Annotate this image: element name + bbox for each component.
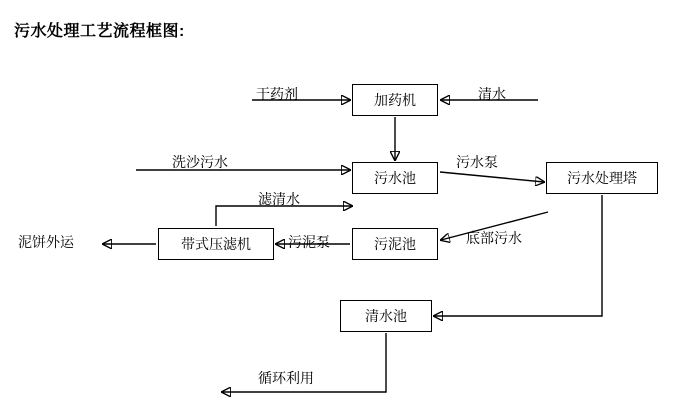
edge-label-filtrate-water: 滤清水: [258, 191, 300, 207]
node-sludge-pool[interactable]: [352, 228, 438, 260]
node-clear-water-pool-label: 清水池: [365, 308, 407, 324]
node-sewage-pool-label: 污水池: [374, 170, 416, 186]
edge-label-clean-water: 清水: [478, 86, 506, 102]
edge-label-recycle-use: 循环利用: [258, 370, 314, 386]
node-sludge-pool-label: 污泥池: [374, 236, 416, 252]
edge-label-mud-cake-transport: 泥饼外运: [18, 234, 74, 250]
page-title: 污水处理工艺流程框图:: [14, 23, 185, 40]
node-dosing-machine[interactable]: [352, 84, 438, 116]
edge-press-to-sewage-pool: [216, 206, 352, 226]
edge-label-sand-washing-sewage: 洗沙污水: [172, 154, 228, 170]
node-dosing-machine-label: 加药机: [374, 92, 416, 108]
edge-tower-to-clear-pool: [434, 195, 602, 316]
edge-sewage-pool-to-tower: [440, 172, 544, 182]
edge-label-sludge-pump: 污泥泵: [288, 234, 330, 250]
node-belt-filter-press[interactable]: [158, 228, 274, 260]
edge-label-sewage-pump: 污水泵: [456, 154, 498, 170]
node-clear-water-pool[interactable]: [340, 300, 432, 332]
node-treatment-tower[interactable]: [546, 162, 658, 194]
node-sewage-pool[interactable]: [352, 162, 438, 194]
edge-label-bottom-sewage: 底部污水: [466, 230, 522, 246]
node-treatment-tower-label: 污水处理塔: [567, 170, 637, 186]
node-belt-filter-press-label: 带式压滤机: [181, 236, 251, 252]
edge-label-dry-agent: 干药剂: [256, 86, 298, 102]
